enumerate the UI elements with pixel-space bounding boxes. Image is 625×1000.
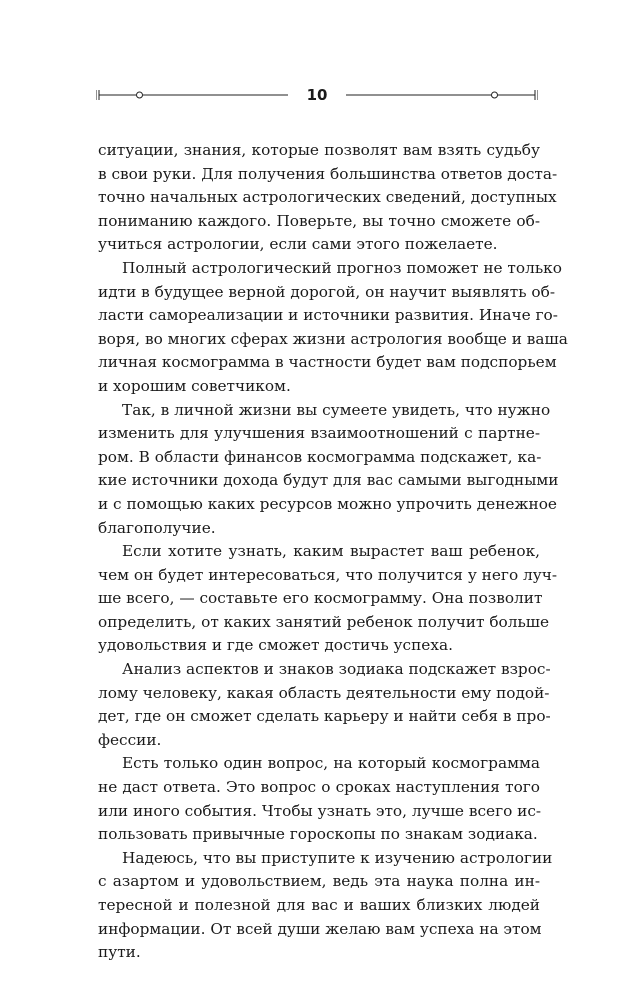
text-line: ласти самореализации и источники развития. Иначе го- (98, 306, 558, 325)
page-header (96, 84, 538, 106)
text-line: изменить для улучшения взаимоотношений с партне- (98, 424, 540, 443)
text-line: или иного события. Чтобы узнать это, лучше всего ис- (98, 801, 542, 820)
text-line: удовольствия и где сможет достичь успеха. (98, 636, 453, 655)
text-line: благополучие. (98, 518, 216, 537)
text-line: идти в будущее верной дорогой, он научит выявлять об- (98, 282, 555, 301)
text-line: Анализ аспектов и знаков зодиака подскажет взрос- (122, 660, 551, 679)
text-line: ситуации, знания, которые позволят вам взять судьбу (98, 141, 540, 159)
text-line: пути. (98, 943, 141, 962)
text-line: фессии. (98, 730, 162, 749)
text-line: Надеюсь, что вы приступите к изучению астрологии (122, 848, 553, 867)
text-line: Так, в личной жизни вы сумеете увидеть, что нужно (122, 400, 551, 419)
text-line: воря, во многих сферах жизни астрология вообще и ваша (98, 329, 568, 348)
text-line: точно начальных астрологических сведений, доступных (98, 188, 557, 207)
text-line: информации. От всей души желаю вам успеха на этом (98, 919, 542, 938)
text-line: тересной и полезной для вас и ваших близких людей (98, 896, 540, 914)
text-line: чем он будет интересоваться, что получится у него луч- (98, 565, 558, 584)
text-line: Если хотите узнать, каким вырастет ваш ребенок, (122, 542, 540, 561)
text-line: кие источники дохода будут для вас самыми выгодными (98, 471, 559, 490)
text-line: пониманию каждого. Поверьте, вы точно сможете об- (98, 211, 540, 230)
text-line: и с помощью каких ресурсов можно упрочить денежное (98, 494, 557, 513)
text-line: Полный астрологический прогноз поможет не только (122, 258, 562, 277)
text-line: лому человеку, какая область деятельности ему подой- (98, 683, 550, 702)
text-line: учиться астрологии, если сами этого пожелаете. (98, 235, 498, 254)
text-line: и хорошим советчиком. (98, 376, 291, 395)
text-line: с азартом и удовольствием, ведь эта наука полна ин- (98, 872, 540, 891)
text-line: не даст ответа. Это вопрос о сроках наступления того (98, 778, 540, 797)
text-line: ром. В области финансов космограмма подскажет, ка- (98, 447, 542, 466)
text-line: Есть только один вопрос, на который космограмма (122, 754, 540, 773)
page-number: 10 (306, 86, 328, 104)
text-line: пользовать привычные гороскопы по знакам зодиака. (98, 825, 538, 844)
text-line: личная космограмма в частности будет вам подспорьем (98, 353, 557, 372)
text-line: дет, где он сможет сделать карьеру и найти себя в про- (98, 707, 551, 726)
body-text (98, 139, 568, 965)
text-line: в свои руки. Для получения большинства ответов доста- (98, 164, 558, 183)
text-line: определить, от каких занятий ребенок получит больше (98, 612, 550, 631)
text-line: ше всего, — составьте его космограмму. Она позволит (98, 589, 543, 608)
